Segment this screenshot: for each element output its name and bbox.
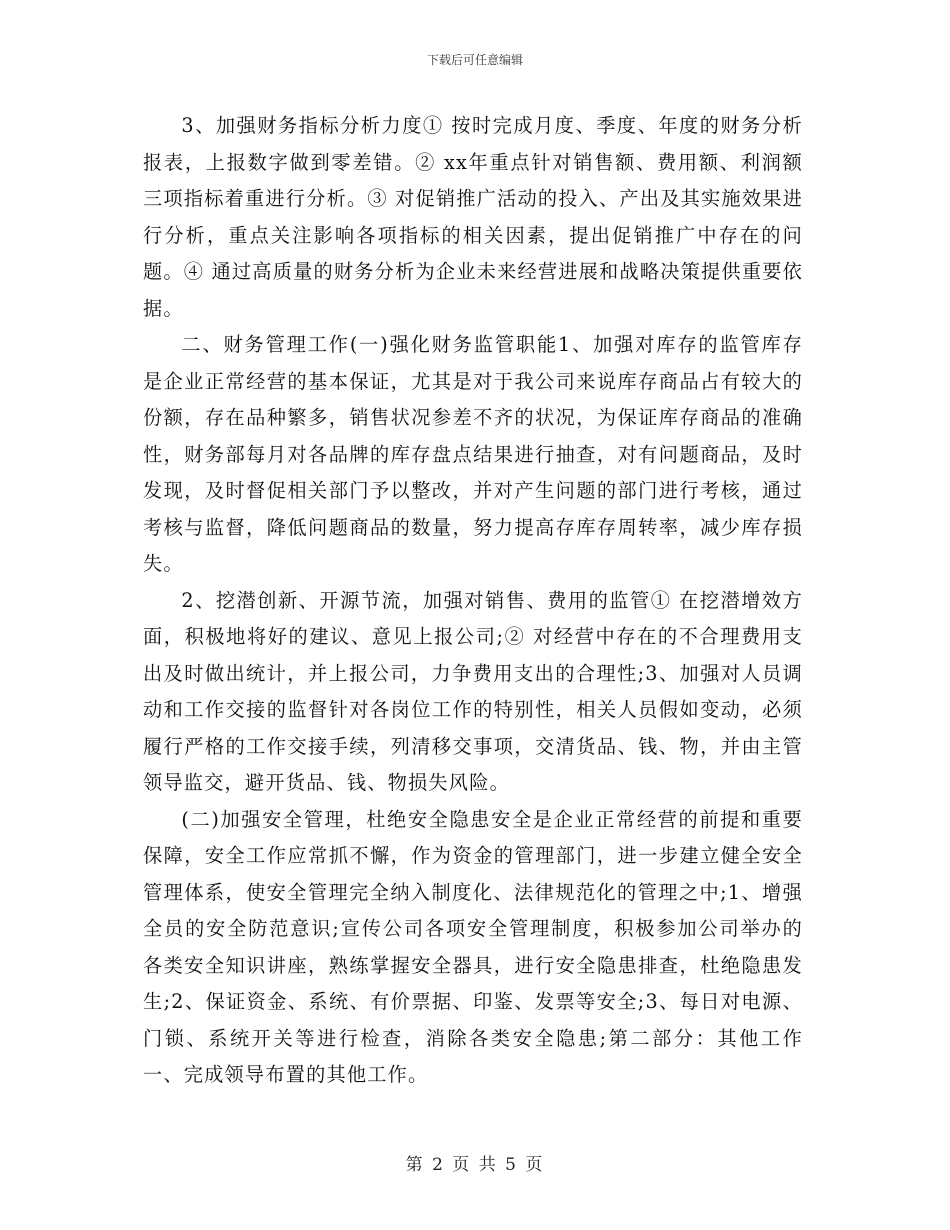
- paragraph-safety-management: (二)加强安全管理，杜绝安全隐患安全是企业正常经营的前提和重要保障，安全工作应常抓不懈，作为资金的管理部门，进一步建立健全安全管理体系，使安全管理完全纳入制度化、法律规范化的管理之中;1、增强全员的安全防范意识;宣传公司各项安全管理制度，积极参加公司举办的各类安全知识讲座，熟练掌握安全器具，进行安全隐患排查，杜绝隐患发生;2、保证资金、系统、有价票据、印鉴、发票等安全;3、每日对电源、门锁、系统开关等进行检查，消除各类安全隐患;第二部分：其他工作一、完成领导布置的其他工作。: [143, 807, 803, 1086]
- page-header: 下载后可任意编辑: [426, 53, 523, 67]
- document-body: [143, 108, 803, 1094]
- paragraph-cost-supervision: 2、挖潜创新、开源节流，加强对销售、费用的监管① 在挖潜增效方面，积极地将好的建议、意见上报公司;② 对经营中存在的不合理费用支出及时做出统计，并上报公司，力争费用支出的合理性;3、加强对人员调动和工作交接的监督针对各岗位工作的特别性，相关人员假如变动，必须履行严格的工作交接手续，列清移交事项，交清货品、钱、物，并由主管领导监交，避开货品、钱、物损失风险。: [143, 588, 803, 794]
- paragraph-financial-analysis: 3、加强财务指标分析力度① 按时完成月度、季度、年度的财务分析报表，上报数字做到零差错。② xx年重点针对销售额、费用额、利润额三项指标着重进行分析。③ 对促销推广活动的投入、产出及其实施效果进行分析，重点关注影响各项指标的相关因素，提出促销推广中存在的问题。④ 通过高质量的财务分析为企业未来经营进展和战略决策提供重要依据。: [143, 114, 803, 320]
- page-number: 第 2 页 共 5 页: [405, 1155, 545, 1175]
- paragraph-financial-management: 二、财务管理工作(一)强化财务监管职能1、加强对库存的监管库存是企业正常经营的基本保证，尤其是对于我公司来说库存商品占有较大的份额，存在品种繁多，销售状况参差不齐的状况，为保证库存商品的准确性，财务部每月对各品牌的库存盘点结果进行抽查，对有问题商品，及时发现，及时督促相关部门予以整改，并对产生问题的部门进行考核，通过考核与监督，降低问题商品的数量，努力提高存库存周转率，减少库存损失。: [143, 333, 803, 575]
